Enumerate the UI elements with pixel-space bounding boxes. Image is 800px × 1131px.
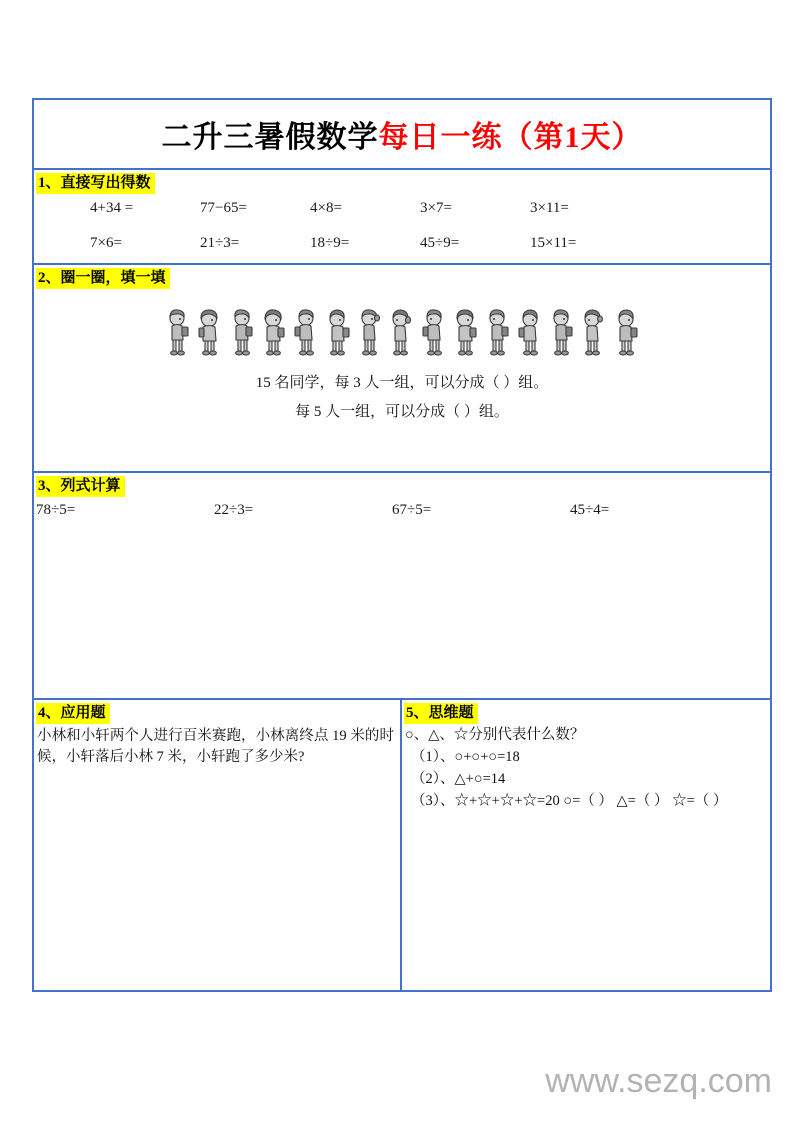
- student-figure-icon: [451, 307, 481, 357]
- student-figure-icon: [547, 307, 577, 357]
- section-5-line-3: （3）、☆+☆+☆+☆=20 ○=（ ） △=（ ） ☆=（ ）: [411, 793, 728, 809]
- section-4-heading: 4、应用题: [36, 703, 110, 724]
- problem-item: 3×7=: [420, 200, 452, 216]
- section-3-written-calculation: [34, 473, 770, 700]
- worksheet-table: [32, 98, 772, 992]
- problem-item: 22÷3=: [214, 502, 254, 518]
- student-figure-icon: [195, 307, 225, 357]
- problem-item: 78÷5=: [36, 502, 76, 518]
- student-figure-icon: [419, 307, 449, 357]
- problem-item: 67÷5=: [392, 502, 432, 518]
- problem-item: 7×6=: [90, 235, 122, 251]
- site-watermark: www.sezq.com: [545, 1062, 772, 1100]
- problem-item: 15×11=: [530, 235, 577, 251]
- problem-item: 18÷9=: [310, 235, 350, 251]
- title-row: [34, 100, 770, 170]
- problem-item: 77−65=: [200, 200, 247, 216]
- section-5-thinking-problem: [402, 700, 770, 990]
- student-figure-icon: [163, 307, 193, 357]
- problem-item: 21÷3=: [200, 235, 240, 251]
- student-figure-icon: [227, 307, 257, 357]
- problem-item: 45÷4=: [570, 502, 610, 518]
- student-figure-icon: [355, 307, 385, 357]
- page-title: [162, 112, 643, 156]
- section-1-oral-arithmetic: [34, 170, 770, 265]
- section-4-problem-text: 小林和小轩两个人进行百米赛跑，小林离终点 19 米的时候，小轩落后小林 7 米，小轩跑了多少米?: [37, 728, 394, 765]
- section-2-circle-and-fill: [34, 265, 770, 473]
- section-5-line-1: （1）、○+○+○=18: [411, 749, 520, 765]
- fill-blank-line-1: 15 名同学，每 3 人一组，可以分成（ ）组。: [255, 375, 549, 391]
- section-3-heading: 3、列式计算: [36, 476, 125, 497]
- section-5-prompt: ○、△、☆分别代表什么数？: [405, 727, 585, 743]
- title-red-part: 每日一练（第1天）: [378, 121, 643, 154]
- student-figure-icon: [259, 307, 289, 357]
- section-4-and-5-row: [34, 700, 770, 990]
- problem-item: 4+34 =: [90, 200, 134, 216]
- student-figure-icon: [387, 307, 417, 357]
- title-black-part: 二升三暑假数学: [161, 121, 379, 154]
- section-5-line-2: （2）、△+○=14: [411, 771, 506, 787]
- student-figure-icon: [291, 307, 321, 357]
- section-5-heading: 5、思维题: [404, 703, 478, 724]
- section-4-word-problem: [34, 700, 402, 990]
- problem-item: 3×11=: [530, 200, 569, 216]
- section-1-heading: 1、直接写出得数: [36, 173, 155, 194]
- problem-item: 4×8=: [310, 200, 342, 216]
- section-1-problem-row-2: [90, 235, 770, 252]
- section-1-problem-row-1: [90, 200, 770, 217]
- student-figure-icon: [515, 307, 545, 357]
- problem-item: 45÷9=: [420, 235, 460, 251]
- fill-blank-line-2: 每 5 人一组，可以分成（ ）组。: [295, 404, 509, 420]
- section-2-heading: 2、圈一圈，填一填: [36, 268, 170, 289]
- student-figure-icon: [483, 307, 513, 357]
- student-figure-icon: [323, 307, 353, 357]
- students-row-illustration: [34, 307, 770, 357]
- section-3-problem-row: [36, 502, 770, 519]
- student-figure-icon: [611, 307, 641, 357]
- student-figure-icon: [579, 307, 609, 357]
